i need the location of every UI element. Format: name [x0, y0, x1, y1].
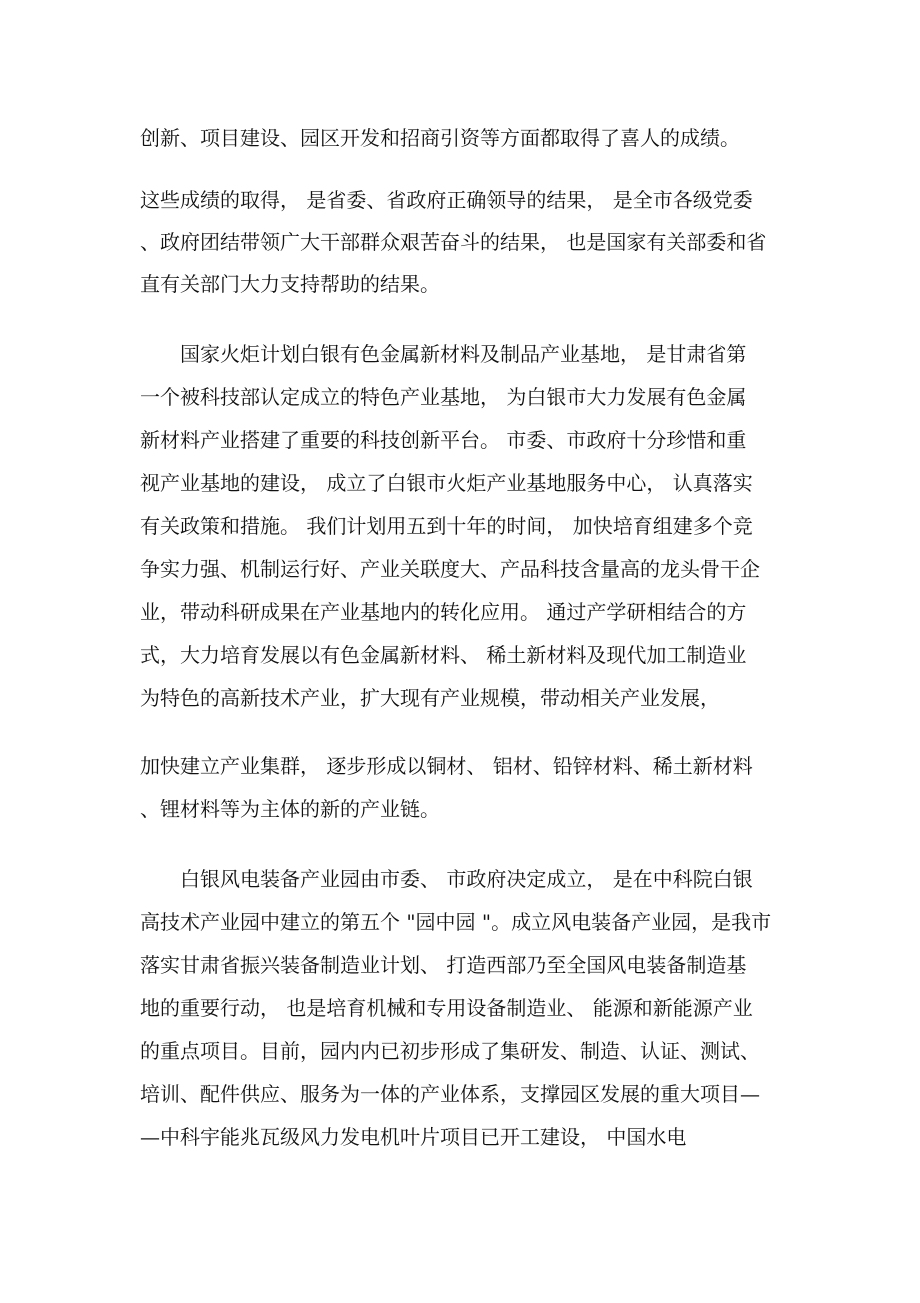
- paragraph-line: 国家火炬计划白银有色金属新材料及制品产业基地， 是甘肃省第: [180, 342, 747, 366]
- paragraph-line: 直有关部门大力支持帮助的结果。: [140, 272, 440, 296]
- paragraph-line: 这些成绩的取得， 是省委、省政府正确领导的结果， 是全市各级党委: [140, 188, 753, 212]
- paragraph-line: —中科宇能兆瓦级风力发电机叶片项目已开工建设， 中国水电: [140, 1125, 687, 1149]
- paragraph-line: 争实力强、机制运行好、产业关联度大、产品科技含量高的龙头骨干企: [140, 557, 760, 581]
- paragraph-line: 业，带动科研成果在产业基地内的转化应用。 通过产学研相结合的方: [140, 600, 747, 624]
- paragraph-line: 式，大力培育发展以有色金属新材料、 稀土新材料及现代加工制造业: [140, 643, 747, 667]
- paragraph-line: 培训、配件供应、服务为一体的产业体系，支撑园区发展的重大项目—: [140, 1082, 760, 1106]
- paragraph-line: 地的重要行动， 也是培育机械和专用设备制造业、 能源和新能源产业: [140, 996, 753, 1020]
- paragraph-line: 、政府团结带领广大干部群众艰苦奋斗的结果， 也是国家有关部委和省: [140, 230, 767, 254]
- paragraph-line: 白银风电装备产业园由市委、 市政府决定成立， 是在中科院白银: [180, 867, 753, 891]
- paragraph-line: 落实甘肃省振兴装备制造业计划、 打造西部乃至全国风电装备制造基: [140, 953, 747, 977]
- paragraph-line: 高技术产业园中建立的第五个 "园中园 "。成立风电装备产业园，是我市: [140, 910, 772, 934]
- paragraph-line: 视产业基地的建设， 成立了白银市火炬产业基地服务中心， 认真落实: [140, 471, 753, 495]
- paragraph-line: 、锂材料等为主体的新的产业链。: [140, 797, 440, 821]
- paragraph-line: 一个被科技部认定成立的特色产业基地， 为白银市大力发展有色金属: [140, 385, 747, 409]
- paragraph-line: 加快建立产业集群， 逐步形成以铜材、 铝材、铅锌材料、稀土新材料: [140, 754, 753, 778]
- paragraph-line: 有关政策和措施。 我们计划用五到十年的时间， 加快培育组建多个竞: [140, 514, 753, 538]
- paragraph-line: 为特色的高新技术产业，扩大现有产业规模，带动相关产业发展，: [140, 686, 720, 710]
- paragraph-line: 的重点项目。目前，园内内已初步形成了集研发、制造、认证、测试、: [140, 1039, 760, 1063]
- paragraph-line: 创新、项目建设、园区开发和招商引资等方面都取得了喜人的成绩。: [140, 126, 740, 150]
- paragraph-line: 新材料产业搭建了重要的科技创新平台。 市委、市政府十分珍惜和重: [140, 428, 747, 452]
